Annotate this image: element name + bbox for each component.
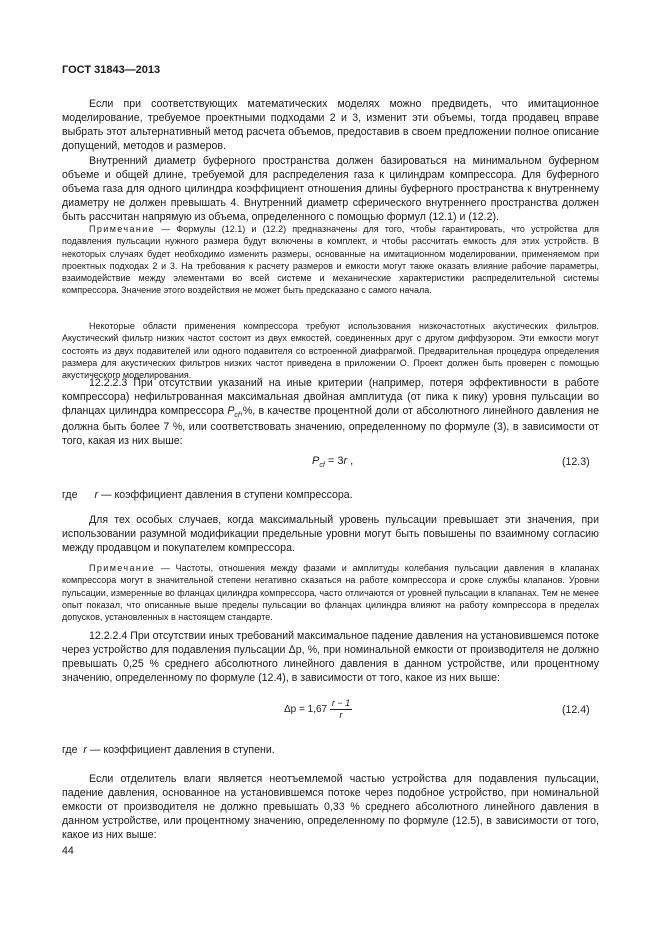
note-text: — Формулы (12.1) и (12.2) предназначены для того, чтобы гарантировать, что устройства для подавления пульсации нужного размера будут включены в комплект, и чтобы рассчитать емкость для этих устройств. В некоторых случаях будет необходимо изменить размеры, основанные на имитационном моделировании, применяемом при проектных подходах 2 и 3. На требования к расчету размеров и емкости могут также оказать влияние рабочие параметры, взаимодействие между элементами во всей системе и механические характеристики распределительной системы компрессора. Значение этого воздействия не может быть предсказано с самого начала. — [62, 224, 599, 296]
equation-number-12-4: (12.4) — [562, 704, 590, 716]
formula-12-3-tail: , — [347, 455, 354, 467]
paragraph-acoustic-filters: Некоторые области применения компрессора требуют использования низкочастотных акустических фильтров. Акустический фильтр низких частот состоит из двух емкостей, соединенных друг с другом диффузором. Эти емкости могут состоять из двух подавителей или одного подавителя со встроенной диафрагмой. Предварительная процедура определения размера для акустических фильтров низких частот приведена в приложении О. Проект должен быть проверен с помощью акустического моделирования. — [62, 321, 599, 381]
paragraph-alternative-method: Если при соответствующих математических моделях можно предвидеть, что имитационное моделирование, требуемое проектными подходами 2 и 3, изменит эти объемы, тогда продавец вправе выбрать этот альтернативный метод расчета объемов, предоставив в своем предложении полное описание допущений, методов и размеров. — [62, 98, 599, 153]
paragraph-special-cases: Для тех особых случаев, когда максимальный уровень пульсации превышает эти значения, при использовании разумной модификации предельные уровни могут быть повышены по взаимному согласию между продавцом и покупателем компрессора. — [62, 514, 599, 555]
paragraph-12-2-2-3 — [62, 376, 599, 448]
formula-12-4-lhs: Δp = 1,67 — [284, 704, 328, 716]
note-label: Примечание — [89, 563, 156, 573]
paragraph-12-2-2-3-part1: 12.2.2.3 При отсутствии указаний на иные критерии (например, потеря эффективности в работе компрессора) нефильтрованная максимальная двойная амплитуда (от пика к пику) уровня пульсации во фланцах цилиндра компрессора — [62, 377, 599, 418]
note-text: — Частоты, отношения между фазами и амплитуды колебания пульсации давления в клапанах компрессора могут в значительной степени негативно сказаться на работе компрессора и сроке службы клапанов. Уровни пульсации, измеренные во фланцах цилиндра компрессора, часто отличаются от уровней пульсации в клапанах. Тем не менее опыт показал, что описанные выше пределы пульсации во фланцах цилиндра влияют на работу компрессора в пределах допусков, установленных в настоящем стандарте. — [62, 563, 599, 623]
page-number: 44 — [62, 845, 74, 857]
where-prefix: где — [62, 489, 78, 501]
where-text: — коэффициент давления в ступени компрессора. — [98, 489, 353, 501]
formula-12-3-lhs: P — [312, 455, 320, 467]
where-clause-12-3 — [62, 489, 353, 501]
paragraph-12-2-2-3-part2: ,%, в качестве процентной доли от абсолютного линейного давления не должна быть более 7 %, или соответствовать значению, определенному по формуле (3), в зависимости от того, какая из них выше: — [62, 405, 600, 448]
symbol-p-subscript: cf — [234, 412, 240, 420]
note-formulas — [62, 223, 599, 297]
formula-12-3-var: r — [343, 455, 348, 467]
symbol-p: P — [227, 405, 235, 418]
equation-number-12-3: (12.3) — [562, 456, 590, 468]
paragraph-buffer-diameter: Внутренний диаметр буферного пространства должен базироваться на минимальном буферном объеме и общей длине, требуемой для распределения газа к цилиндрам компрессора. Для буферного объема газа для одного цилиндра коэффициент отношения длины буферного пространства к внутреннему диаметру не должен превышать 4. Внутренний диаметр сферического внутреннего пространства должен быть рассчитан напрямую из объема, определенного с помощью формул (12.1) и (12.2). — [62, 155, 599, 224]
paragraph-moisture-separator: Если отделитель влаги является неотъемлемой частью устройства для подавления пульсации, падение давления, основанное на установившемся потоке через подобное устройство, при номинальной емкости от производителя не должно превышать 0,33 % среднего абсолютного линейного давления в данном устройстве, или процентному значению, определенному по формуле (12.5), в зависимости от того, какое из них выше: — [62, 773, 599, 842]
formula-12-3-subscript: cf — [319, 462, 325, 469]
formula-12-4-numerator: r − 1 — [331, 698, 351, 708]
where-clause-12-4 — [62, 744, 275, 756]
standard-header: ГОСТ 31843—2013 — [62, 64, 161, 76]
formula-12-4-fraction — [330, 698, 352, 721]
formula-12-3-rhs: = 3 — [324, 455, 344, 467]
where-text: — коэффициент давления в ступени. — [86, 744, 275, 756]
where-prefix: где — [62, 744, 84, 756]
note-valve-pulsation — [62, 562, 599, 623]
where-symbol: r — [83, 744, 87, 756]
note-label: Примечание — [89, 224, 156, 234]
formula-12-4 — [284, 698, 352, 721]
formula-12-3 — [312, 455, 353, 467]
paragraph-12-2-2-4: 12.2.2.4 При отсутствии иных требований максимальное падение давления на установившемся потоке через устройство для подавления пульсации Δp, %, при номинальной емкости от производителя не должно превышать 0,25 % среднего абсолютного линейного давления в данном устройстве, или процентному значению, определенному по формуле (12.4), в зависимости от того, какое из них выше: — [62, 630, 599, 685]
where-symbol: r — [94, 489, 98, 501]
formula-12-4-denominator: r — [339, 710, 343, 720]
